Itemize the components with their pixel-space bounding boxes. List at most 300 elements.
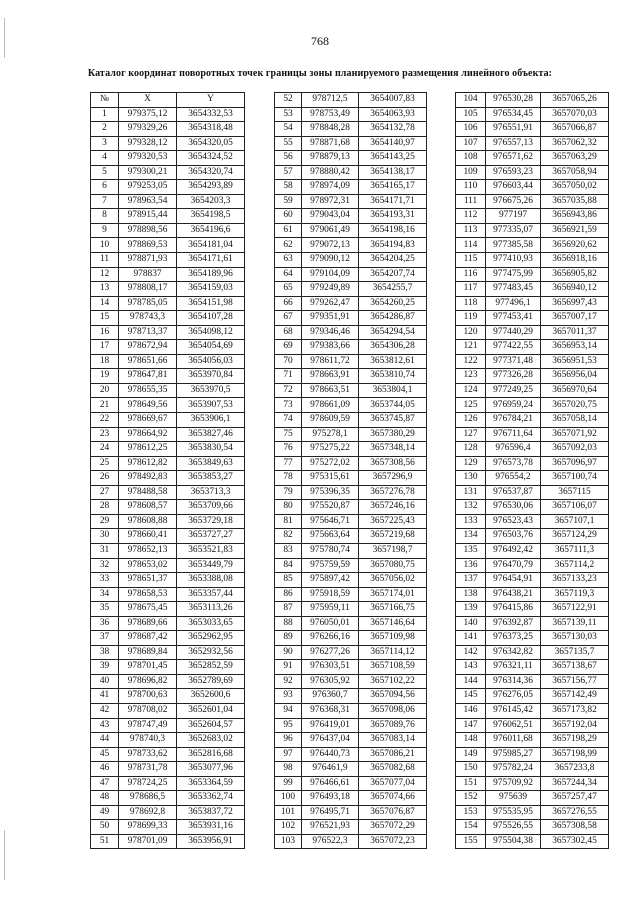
x-coordinate: 976530,06: [486, 500, 541, 515]
point-number: 1: [91, 107, 119, 122]
y-coordinate: 3653033,65: [177, 616, 245, 631]
x-coordinate: 977496,1: [486, 296, 541, 311]
point-number: 75: [275, 427, 302, 442]
x-coordinate: 978733,62: [119, 747, 177, 762]
y-coordinate: 3654198,5: [177, 209, 245, 224]
y-coordinate: 3652604,57: [177, 718, 245, 733]
point-number: 146: [456, 703, 486, 718]
y-coordinate: 3654260,25: [359, 296, 427, 311]
point-number: 6: [91, 180, 119, 195]
y-coordinate: 3657102,22: [359, 674, 427, 689]
x-coordinate: 975985,27: [486, 747, 541, 762]
point-number: 25: [91, 456, 119, 471]
x-coordinate: 976521,93: [302, 820, 359, 835]
table-row: [456, 776, 609, 791]
table-row: [456, 311, 609, 326]
table-row: [275, 718, 427, 733]
point-number: 113: [456, 223, 486, 238]
x-coordinate: 975504,38: [486, 834, 541, 849]
x-coordinate: 976415,86: [486, 602, 541, 617]
y-coordinate: 3657276,55: [541, 805, 609, 820]
table-row: [91, 354, 245, 369]
table-row: [456, 136, 609, 151]
table-row: [275, 107, 427, 122]
y-coordinate: 3657198,29: [541, 733, 609, 748]
y-coordinate: 3657063,29: [541, 151, 609, 166]
table-row: [91, 514, 245, 529]
y-coordinate: 3657302,45: [541, 834, 609, 849]
table-row: [275, 689, 427, 704]
point-number: 97: [275, 747, 302, 762]
table-row: [275, 354, 427, 369]
table-row: [91, 311, 245, 326]
table-row: [91, 674, 245, 689]
y-coordinate: 3652816,68: [177, 747, 245, 762]
point-number: 32: [91, 558, 119, 573]
x-coordinate: 978612,82: [119, 456, 177, 471]
point-number: 51: [91, 834, 119, 849]
table-row: [91, 791, 245, 806]
x-coordinate: 977249,25: [486, 383, 541, 398]
point-number: 150: [456, 762, 486, 777]
table-row: [275, 674, 427, 689]
point-number: 116: [456, 267, 486, 282]
y-coordinate: 3654143,25: [359, 151, 427, 166]
table-row: [91, 136, 245, 151]
table-row: [456, 267, 609, 282]
y-coordinate: 3657071,92: [541, 427, 609, 442]
x-coordinate: 976342,82: [486, 645, 541, 660]
y-coordinate: 3656905,82: [541, 267, 609, 282]
x-coordinate: 978488,58: [119, 485, 177, 500]
table-row: [275, 165, 427, 180]
y-coordinate: 3653449,79: [177, 558, 245, 573]
y-coordinate: 3653830,54: [177, 442, 245, 457]
point-number: 56: [275, 151, 302, 166]
x-coordinate: 976534,45: [486, 107, 541, 122]
table-row: [91, 762, 245, 777]
table-row: [91, 703, 245, 718]
y-coordinate: 3657083,14: [359, 733, 427, 748]
table-row: [91, 718, 245, 733]
point-number: 104: [456, 93, 486, 108]
x-coordinate: 978660,41: [119, 529, 177, 544]
table-row: [275, 733, 427, 748]
table-row: [456, 514, 609, 529]
point-number: 142: [456, 645, 486, 660]
x-coordinate: 976392,87: [486, 616, 541, 631]
table-row: [456, 674, 609, 689]
table-row: [456, 558, 609, 573]
table-row: [91, 442, 245, 457]
y-coordinate: 3657114,2: [541, 558, 609, 573]
y-coordinate: 3656953,14: [541, 340, 609, 355]
point-number: 59: [275, 194, 302, 209]
x-coordinate: 978664,92: [119, 427, 177, 442]
y-coordinate: 3657056,02: [359, 573, 427, 588]
x-coordinate: 976011,68: [486, 733, 541, 748]
point-number: 132: [456, 500, 486, 515]
table-row: [91, 456, 245, 471]
x-coordinate: 978492,83: [119, 471, 177, 486]
x-coordinate: 978608,88: [119, 514, 177, 529]
point-number: 138: [456, 587, 486, 602]
y-coordinate: 3657089,76: [359, 718, 427, 733]
point-number: 121: [456, 340, 486, 355]
point-number: 124: [456, 383, 486, 398]
point-number: 107: [456, 136, 486, 151]
point-number: 105: [456, 107, 486, 122]
y-coordinate: 3657348,14: [359, 442, 427, 457]
point-number: 79: [275, 485, 302, 500]
table-row: [91, 413, 245, 428]
coordinate-table-2: [274, 92, 427, 849]
x-coordinate: 976276,05: [486, 689, 541, 704]
table-row: [91, 820, 245, 835]
point-number: 47: [91, 776, 119, 791]
y-coordinate: 3653956,91: [177, 834, 245, 849]
x-coordinate: 978651,37: [119, 573, 177, 588]
y-coordinate: 3653907,53: [177, 398, 245, 413]
y-coordinate: 3657050,02: [541, 180, 609, 195]
y-coordinate: 3654151,98: [177, 296, 245, 311]
x-coordinate: 976454,91: [486, 573, 541, 588]
point-number: 155: [456, 834, 486, 849]
x-coordinate: 976277,26: [302, 645, 359, 660]
table-row: [91, 660, 245, 675]
table-row: [456, 573, 609, 588]
table-row: [91, 485, 245, 500]
point-number: 40: [91, 674, 119, 689]
point-number: 118: [456, 296, 486, 311]
point-number: 128: [456, 442, 486, 457]
y-coordinate: 3657308,58: [541, 820, 609, 835]
y-coordinate: 3657074,66: [359, 791, 427, 806]
x-coordinate: 978686,5: [119, 791, 177, 806]
point-number: 136: [456, 558, 486, 573]
x-coordinate: 978701,09: [119, 834, 177, 849]
y-coordinate: 3654054,69: [177, 340, 245, 355]
x-coordinate: 978696,82: [119, 674, 177, 689]
x-coordinate: 975646,71: [302, 514, 359, 529]
x-coordinate: 978974,09: [302, 180, 359, 195]
table-row: [456, 383, 609, 398]
x-coordinate: 975520,87: [302, 500, 359, 515]
y-coordinate: 3654204,25: [359, 253, 427, 268]
point-number: 120: [456, 325, 486, 340]
y-coordinate: 3653521,83: [177, 543, 245, 558]
y-coordinate: 3653970,5: [177, 383, 245, 398]
table-row: [456, 151, 609, 166]
x-coordinate: 978837: [119, 267, 177, 282]
table-row: [91, 645, 245, 660]
x-coordinate: 978651,66: [119, 354, 177, 369]
table-row: [275, 558, 427, 573]
table-row: [456, 543, 609, 558]
point-number: 109: [456, 165, 486, 180]
point-number: 93: [275, 689, 302, 704]
x-coordinate: 977475,99: [486, 267, 541, 282]
point-number: 90: [275, 645, 302, 660]
table-row: [275, 209, 427, 224]
x-coordinate: 978708,02: [119, 703, 177, 718]
point-number: 23: [91, 427, 119, 442]
y-coordinate: 3653113,26: [177, 602, 245, 617]
point-number: 50: [91, 820, 119, 835]
table-row: [275, 500, 427, 515]
point-number: 77: [275, 456, 302, 471]
point-number: 72: [275, 383, 302, 398]
x-coordinate: 979375,12: [119, 107, 177, 122]
point-number: 83: [275, 543, 302, 558]
table-row: [275, 267, 427, 282]
x-coordinate: 979328,12: [119, 136, 177, 151]
point-number: 154: [456, 820, 486, 835]
point-number: 61: [275, 223, 302, 238]
table-row: [91, 529, 245, 544]
y-coordinate: 3654138,17: [359, 165, 427, 180]
table-row: [456, 209, 609, 224]
table-row: [275, 311, 427, 326]
table-row: [456, 689, 609, 704]
x-coordinate: 978652,13: [119, 543, 177, 558]
point-number: 30: [91, 529, 119, 544]
table-row: [275, 325, 427, 340]
table-row: [91, 267, 245, 282]
point-number: 112: [456, 209, 486, 224]
y-coordinate: 3657219,68: [359, 529, 427, 544]
y-coordinate: 3653362,74: [177, 791, 245, 806]
table-row: [275, 762, 427, 777]
x-coordinate: 978612,25: [119, 442, 177, 457]
table-row: [456, 703, 609, 718]
table-row: [275, 660, 427, 675]
y-coordinate: 3657065,26: [541, 93, 609, 108]
y-coordinate: 3654007,83: [359, 93, 427, 108]
point-number: 151: [456, 776, 486, 791]
x-coordinate: 978808,17: [119, 282, 177, 297]
table-row: [456, 253, 609, 268]
point-number: 5: [91, 165, 119, 180]
x-coordinate: 978898,56: [119, 223, 177, 238]
table-row: [456, 427, 609, 442]
y-coordinate: 3654320,74: [177, 165, 245, 180]
x-coordinate: 978655,35: [119, 383, 177, 398]
y-coordinate: 3653727,27: [177, 529, 245, 544]
table-row: [456, 456, 609, 471]
x-coordinate: 975278,1: [302, 427, 359, 442]
point-number: 65: [275, 282, 302, 297]
x-coordinate: 979043,04: [302, 209, 359, 224]
point-number: 55: [275, 136, 302, 151]
coordinate-table-3: [455, 92, 609, 849]
y-coordinate: 3654294,54: [359, 325, 427, 340]
y-coordinate: 3657007,17: [541, 311, 609, 326]
x-coordinate: 978963,54: [119, 194, 177, 209]
y-coordinate: 3657092,03: [541, 442, 609, 457]
table-row: [275, 791, 427, 806]
point-number: 123: [456, 369, 486, 384]
x-coordinate: 975759,59: [302, 558, 359, 573]
point-number: 16: [91, 325, 119, 340]
point-number: 114: [456, 238, 486, 253]
table-row: [91, 398, 245, 413]
y-coordinate: 3657066,87: [541, 122, 609, 137]
table-row: [456, 485, 609, 500]
x-coordinate: 978713,37: [119, 325, 177, 340]
point-number: 45: [91, 747, 119, 762]
table-row: [91, 427, 245, 442]
point-number: 89: [275, 631, 302, 646]
x-coordinate: 978740,3: [119, 733, 177, 748]
y-coordinate: 3656921,59: [541, 223, 609, 238]
table-row: [275, 151, 427, 166]
y-coordinate: 3657133,23: [541, 573, 609, 588]
y-coordinate: 3653744,05: [359, 398, 427, 413]
point-number: 18: [91, 354, 119, 369]
table-row: [91, 471, 245, 486]
table-row: [275, 776, 427, 791]
x-coordinate: 976440,73: [302, 747, 359, 762]
point-number: 98: [275, 762, 302, 777]
x-coordinate: 978743,3: [119, 311, 177, 326]
y-coordinate: 3657058,14: [541, 413, 609, 428]
x-coordinate: 977335,07: [486, 223, 541, 238]
point-number: 129: [456, 456, 486, 471]
table-row: [275, 253, 427, 268]
point-number: 143: [456, 660, 486, 675]
y-coordinate: 3654332,53: [177, 107, 245, 122]
table-row: [456, 223, 609, 238]
x-coordinate: 978658,53: [119, 587, 177, 602]
y-coordinate: 3653906,1: [177, 413, 245, 428]
point-number: 137: [456, 573, 486, 588]
point-number: 15: [91, 311, 119, 326]
table-row: [456, 791, 609, 806]
x-coordinate: 978785,05: [119, 296, 177, 311]
y-coordinate: 3652962,95: [177, 631, 245, 646]
y-coordinate: 3657035,88: [541, 194, 609, 209]
table-row: [91, 282, 245, 297]
y-coordinate: 3653970,84: [177, 369, 245, 384]
table-row: [456, 296, 609, 311]
table-row: [456, 398, 609, 413]
y-coordinate: 3657198,99: [541, 747, 609, 762]
table-row: [456, 93, 609, 108]
table-row: [275, 645, 427, 660]
y-coordinate: 3654159,03: [177, 282, 245, 297]
table-row: [275, 703, 427, 718]
y-coordinate: 3654293,89: [177, 180, 245, 195]
x-coordinate: 976321,11: [486, 660, 541, 675]
point-number: 60: [275, 209, 302, 224]
table-row: [91, 122, 245, 137]
point-number: 58: [275, 180, 302, 195]
y-coordinate: 3653849,63: [177, 456, 245, 471]
x-coordinate: 977440,29: [486, 325, 541, 340]
point-number: 115: [456, 253, 486, 268]
x-coordinate: 977422,55: [486, 340, 541, 355]
point-number: 108: [456, 151, 486, 166]
table-row: [275, 427, 427, 442]
point-number: 46: [91, 762, 119, 777]
point-number: 130: [456, 471, 486, 486]
point-number: 53: [275, 107, 302, 122]
point-number: 7: [91, 194, 119, 209]
x-coordinate: 976437,04: [302, 733, 359, 748]
table-row: [91, 253, 245, 268]
point-number: 8: [91, 209, 119, 224]
table-row: [275, 587, 427, 602]
point-number: 44: [91, 733, 119, 748]
y-coordinate: 3657107,1: [541, 514, 609, 529]
y-coordinate: 3654132,78: [359, 122, 427, 137]
y-coordinate: 3657244,34: [541, 776, 609, 791]
table-row: [91, 223, 245, 238]
table-row: [275, 834, 427, 849]
table-row: [456, 340, 609, 355]
y-coordinate: 3656918,16: [541, 253, 609, 268]
x-coordinate: 978692,8: [119, 805, 177, 820]
x-coordinate: 976551,91: [486, 122, 541, 137]
y-coordinate: 3656943,86: [541, 209, 609, 224]
point-number: 63: [275, 253, 302, 268]
table-row: [456, 747, 609, 762]
y-coordinate: 3654063,93: [359, 107, 427, 122]
x-coordinate: 976554,2: [486, 471, 541, 486]
x-coordinate: 978869,53: [119, 238, 177, 253]
point-number: 52: [275, 93, 302, 108]
x-coordinate: 976573,78: [486, 456, 541, 471]
point-number: 91: [275, 660, 302, 675]
header-y: Y: [177, 93, 245, 108]
x-coordinate: 978609,59: [302, 413, 359, 428]
y-coordinate: 3657139,11: [541, 616, 609, 631]
point-number: 119: [456, 311, 486, 326]
y-coordinate: 3653357,44: [177, 587, 245, 602]
table-row: [91, 325, 245, 340]
table-row: [275, 194, 427, 209]
x-coordinate: 979383,66: [302, 340, 359, 355]
x-coordinate: 975959,11: [302, 602, 359, 617]
y-coordinate: 3653388,08: [177, 573, 245, 588]
y-coordinate: 3657246,16: [359, 500, 427, 515]
table-row: [456, 325, 609, 340]
point-number: 71: [275, 369, 302, 384]
table-row: [91, 165, 245, 180]
point-number: 92: [275, 674, 302, 689]
table-row: [275, 369, 427, 384]
y-coordinate: 3654181,04: [177, 238, 245, 253]
x-coordinate: 977326,28: [486, 369, 541, 384]
table-row: [91, 834, 245, 849]
y-coordinate: 3657114,12: [359, 645, 427, 660]
x-coordinate: 976522,3: [302, 834, 359, 849]
table-row: [456, 413, 609, 428]
point-number: 41: [91, 689, 119, 704]
y-coordinate: 3654207,74: [359, 267, 427, 282]
y-coordinate: 3654255,7: [359, 282, 427, 297]
y-coordinate: 3654194,83: [359, 238, 427, 253]
x-coordinate: 979351,91: [302, 311, 359, 326]
point-number: 110: [456, 180, 486, 195]
y-coordinate: 3653810,74: [359, 369, 427, 384]
y-coordinate: 3654165,17: [359, 180, 427, 195]
table-row: [456, 194, 609, 209]
y-coordinate: 3654171,71: [359, 194, 427, 209]
point-number: 103: [275, 834, 302, 849]
x-coordinate: 979300,21: [119, 165, 177, 180]
